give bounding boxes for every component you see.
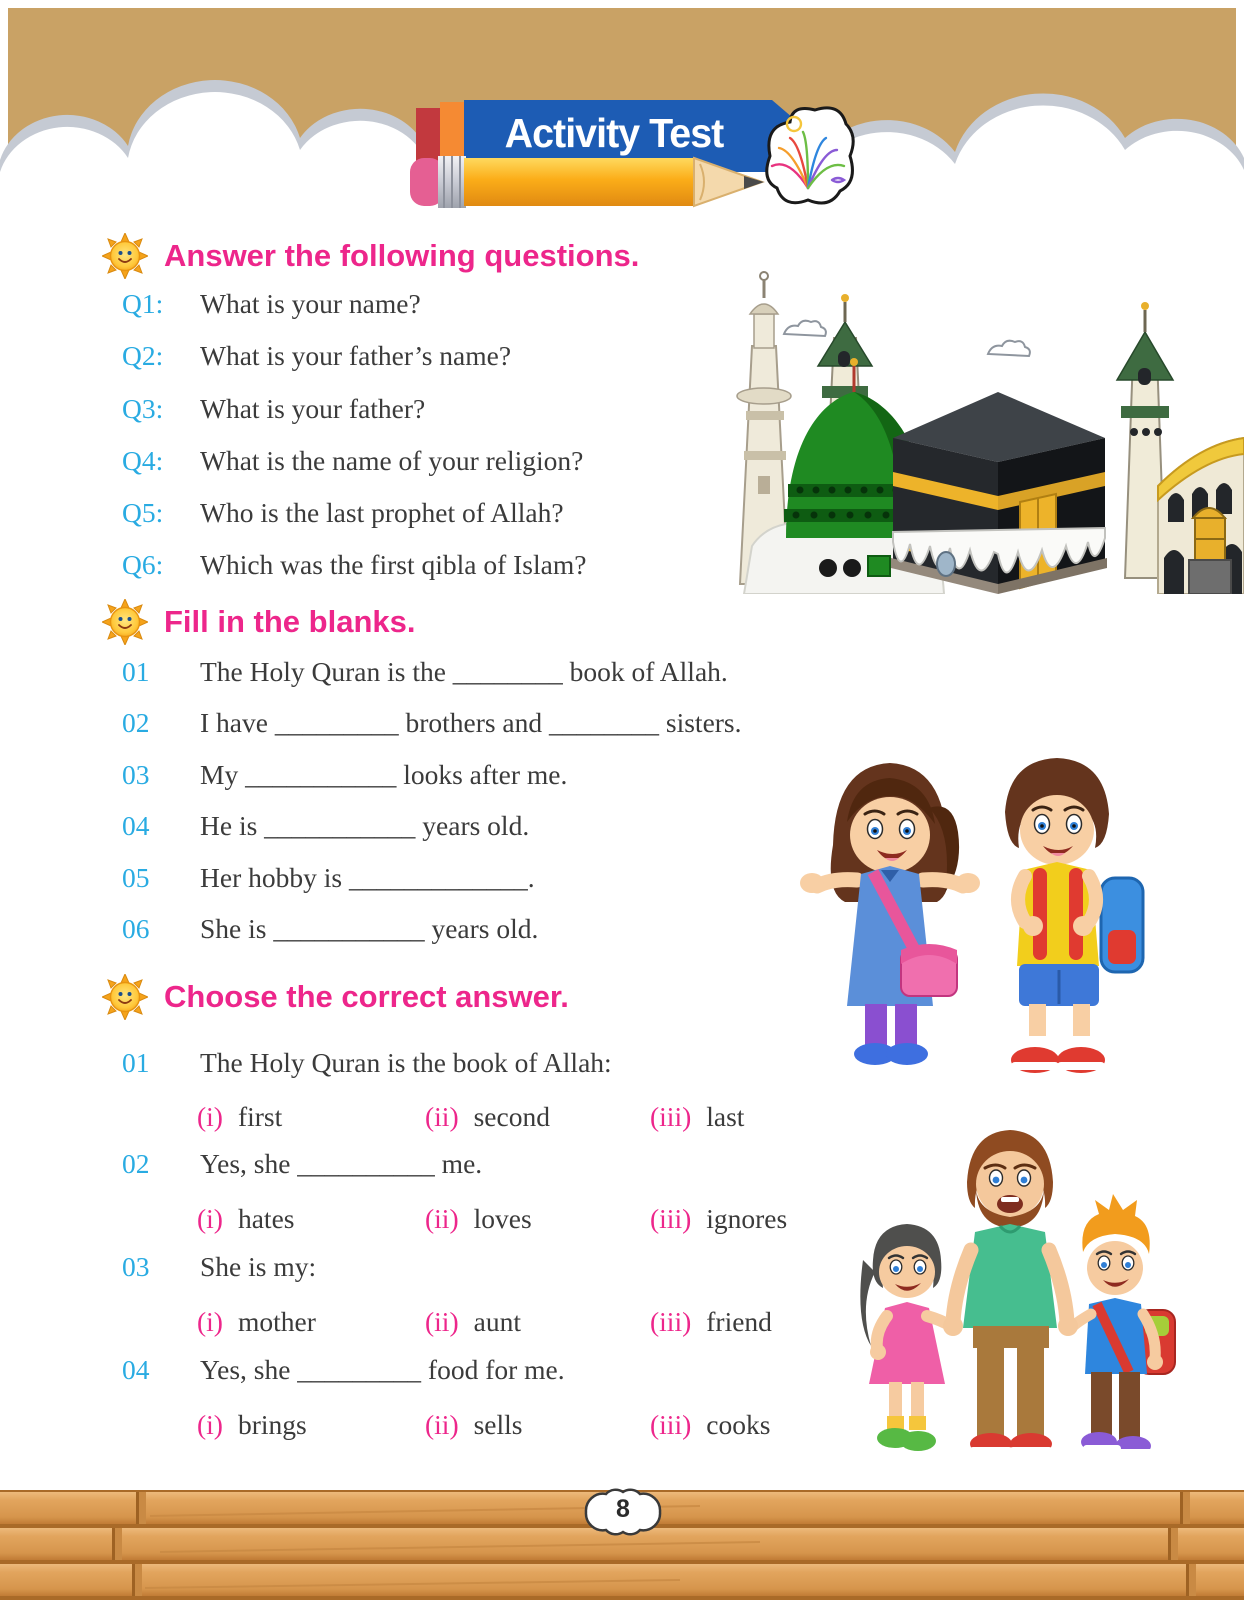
kaaba (891, 392, 1107, 594)
section-heading-text: Choose the correct answer. (164, 979, 569, 1014)
option-text: second (473, 1101, 550, 1132)
mosque-scene-graphic (688, 246, 1244, 594)
item-number: 02 (122, 1148, 150, 1179)
small-cloud (988, 341, 1030, 356)
mcq-option (425, 1101, 550, 1133)
held-hand-left (943, 1316, 963, 1336)
section-heading-text: Answer the following questions. (164, 238, 640, 273)
mcq-option (197, 1101, 282, 1133)
family-graphic (845, 1120, 1177, 1462)
section-heading-fill-blanks (102, 598, 415, 646)
fill-blank-text: She is ___________ years old. (200, 913, 539, 944)
father (953, 1130, 1067, 1455)
mcq-option (650, 1409, 770, 1441)
option-marker: (ii) (425, 1203, 459, 1234)
fill-blank-text: He is ___________ years old. (200, 810, 530, 841)
mcq-option (650, 1101, 744, 1133)
pencil-icon (410, 156, 764, 208)
fill-blank-text: The Holy Quran is the ________ book of Allah. (200, 656, 728, 687)
option-marker: (ii) (425, 1409, 459, 1440)
question-label: Q5: (122, 497, 164, 528)
fill-blank-row (0, 707, 1244, 749)
mosque-kaaba-illustration (688, 246, 1244, 594)
boy-student (1005, 758, 1143, 1073)
option-marker: (i) (197, 1203, 223, 1234)
question-text: Who is the last prophet of Allah? (200, 497, 564, 528)
item-number: 01 (122, 1047, 150, 1078)
question-text: What is your father? (200, 393, 426, 424)
ornament (937, 552, 955, 576)
option-text: sells (473, 1409, 523, 1440)
sun-icon (102, 974, 148, 1020)
option-marker: (i) (197, 1101, 223, 1132)
option-text: aunt (473, 1306, 521, 1337)
option-marker: (iii) (650, 1306, 692, 1337)
fill-blank-text: I have _________ brothers and ________ sisters. (200, 707, 742, 738)
section-heading-answer-questions (102, 232, 639, 280)
daughter (860, 1224, 951, 1451)
option-marker: (ii) (425, 1101, 459, 1132)
fill-blank-row (0, 656, 1244, 698)
option-text: loves (473, 1203, 532, 1234)
question-text: What is your father’s name? (200, 340, 512, 371)
section-heading-choose-answer (102, 973, 569, 1021)
fill-blank-text: Her hobby is _____________. (200, 862, 535, 893)
red-stripe (416, 108, 440, 166)
mcq-option (425, 1306, 521, 1338)
item-number: 01 (122, 656, 150, 687)
question-label: Q6: (122, 549, 164, 580)
option-text: friend (706, 1306, 772, 1337)
question-label: Q2: (122, 340, 164, 371)
held-hand-right (1058, 1316, 1078, 1336)
question-text: What is the name of your religion? (200, 445, 584, 476)
mcq-option (197, 1409, 307, 1441)
option-marker: (i) (197, 1306, 223, 1337)
option-marker: (ii) (425, 1306, 459, 1337)
option-marker: (iii) (650, 1409, 692, 1440)
question-label: Q1: (122, 288, 164, 319)
option-marker: (iii) (650, 1101, 692, 1132)
item-number: 03 (122, 1251, 150, 1282)
item-number: 02 (122, 707, 150, 738)
mcq-question-text: Yes, she __________ me. (200, 1148, 483, 1179)
girl-and-boy-illustration (795, 750, 1147, 1078)
mcq-question-text: She is my: (200, 1251, 317, 1282)
page-number: 8 (616, 1495, 630, 1523)
mcq-option (425, 1409, 523, 1441)
mcq-option (425, 1203, 532, 1235)
mcq-question-text: Yes, she _________ food for me. (200, 1354, 565, 1385)
page-number-badge (576, 1484, 670, 1540)
question-text: What is your name? (200, 288, 421, 319)
activity-test-banner (408, 96, 858, 218)
backpack-strap (1069, 868, 1083, 960)
section-heading-text: Fill in the blanks. (164, 604, 416, 639)
mcq-option (650, 1203, 787, 1235)
item-number: 05 (122, 862, 150, 893)
fill-blank-text: My ___________ looks after me. (200, 759, 568, 790)
kids-graphic (795, 750, 1147, 1078)
sun-icon (102, 599, 148, 645)
option-marker: (iii) (650, 1203, 692, 1234)
option-text: first (237, 1101, 283, 1132)
mcq-option (650, 1306, 772, 1338)
question-label: Q4: (122, 445, 164, 476)
option-text: hates (237, 1203, 295, 1234)
green-shirt (963, 1224, 1057, 1328)
mcq-question-text: The Holy Quran is the book of Allah: (200, 1047, 612, 1078)
option-text: brings (237, 1409, 307, 1440)
small-cloud (784, 321, 826, 336)
mcq-option (197, 1203, 294, 1235)
option-text: last (706, 1101, 745, 1132)
option-marker: (i) (197, 1409, 223, 1440)
golden-lantern (1189, 508, 1231, 594)
item-number: 04 (122, 1354, 150, 1385)
girl-student (800, 763, 980, 1065)
family-illustration (845, 1120, 1177, 1462)
option-text: cooks (706, 1409, 771, 1440)
item-number: 06 (122, 913, 150, 944)
question-label: Q3: (122, 393, 164, 424)
arcade-wall (1158, 438, 1244, 594)
sun-icon (102, 233, 148, 279)
son (1071, 1194, 1175, 1456)
mcq-option (197, 1306, 316, 1338)
banner-title: Activity Test (504, 110, 724, 156)
item-number: 04 (122, 810, 150, 841)
option-text: mother (237, 1306, 316, 1337)
item-number: 03 (122, 759, 150, 790)
question-text: Which was the first qibla of Islam? (200, 549, 587, 580)
backpack-strap (1033, 868, 1047, 960)
option-text: ignores (706, 1203, 788, 1234)
